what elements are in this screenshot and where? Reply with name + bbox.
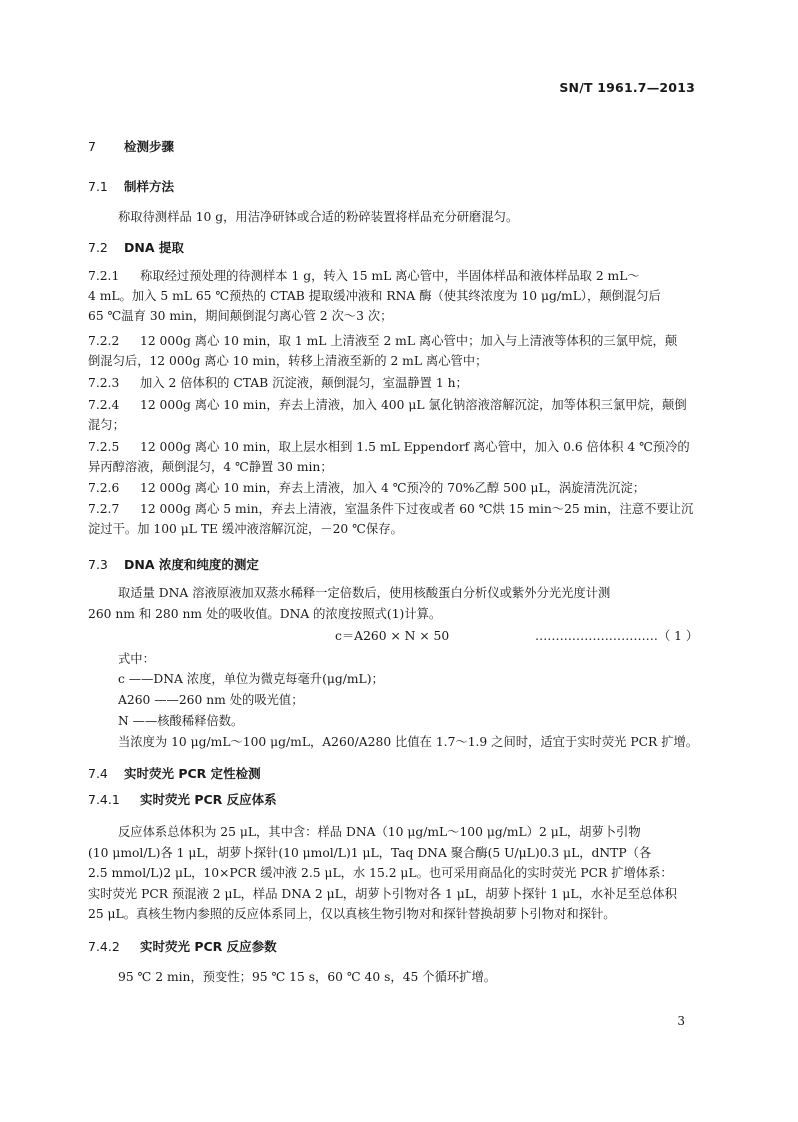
- step-line: 异丙醇溶液，颠倒混匀，4 ℃静置 30 min；: [88, 460, 333, 474]
- section-7-3-text: [88, 583, 700, 624]
- section-title: 制样方法: [124, 179, 175, 194]
- step-number: 7.2.1: [88, 269, 120, 283]
- section-7-2-heading: [88, 238, 184, 256]
- step-number: 7.2.7: [88, 502, 120, 516]
- step-7-2-5: [88, 437, 700, 477]
- section-number: 7.4.1: [88, 792, 120, 807]
- where-label: 式中：: [118, 652, 155, 666]
- section-7-3-heading: [88, 555, 259, 573]
- para-line: 2.5 mmol/L)2 μL，10×PCR 缓冲液 2.5 μL，水 15.2 μL。也可采用商品化的实时荧光 PCR 扩增体系：: [88, 866, 673, 881]
- step-line: 称取经过预处理的待测样本 1 g，转入 15 mL 离心管中，半固体样品和液体样品取 2 mL～: [140, 269, 640, 283]
- step-number: 7.2.4: [88, 398, 120, 412]
- section-number: 7.4.2: [88, 939, 120, 954]
- step-line: 12 000g 离心 10 min，弃去上清液，加入 400 μL 氯化钠溶液溶解沉淀，加等体积三氯甲烷，颠倒: [140, 398, 687, 412]
- step-line: 12 000g 离心 5 min，弃去上清液，室温条件下过夜或者 60 ℃烘 15 min～25 min，注意不要让沉: [140, 502, 694, 516]
- section-7-4-1-text: [88, 822, 700, 925]
- definition-c: c ——DNA 浓度，单位为微克每毫升(μg/mL)；: [118, 672, 384, 686]
- step-number: 7.2.5: [88, 440, 120, 454]
- page-number: 3: [677, 1014, 685, 1028]
- step-line: 65 ℃温育 30 min，期间颠倒混匀离心管 2 次～3 次；: [88, 309, 393, 323]
- step-line: 倒混匀后，12 000g 离心 10 min，转移上清液至新的 2 mL 离心管中；: [88, 354, 488, 368]
- definition-n: N ——核酸稀释倍数。: [118, 714, 244, 728]
- para-line: 25 μL。真核生物内参照的反应体系同上，仅以真核生物引物对和探针替换胡萝卜引物对和探针。: [88, 907, 616, 922]
- section-title: DNA 浓度和纯度的测定: [124, 557, 259, 572]
- section-number: 7.1: [88, 179, 108, 194]
- section-title: 实时荧光 PCR 定性检测: [124, 766, 261, 781]
- concentration-note: 当浓度为 10 μg/mL～100 μg/mL，A260/A280 比值在 1.7～1.9 之间时，适宜于实时荧光 PCR 扩增。: [118, 735, 699, 749]
- section-7-1-heading: [88, 177, 174, 195]
- section-7-4-2-heading: [88, 937, 277, 955]
- section-number: 7.2: [88, 240, 108, 255]
- step-number: 7.2.6: [88, 481, 120, 495]
- formula-1: c＝A260 × N × 50: [335, 629, 450, 643]
- formula-1-label: …………………………（ 1 ）: [535, 629, 699, 643]
- step-line: 12 000g 离心 10 min，取 1 mL 上清液至 2 mL 离心管中；加入与上清液等体积的三氯甲烷，颠: [140, 334, 678, 348]
- step-7-2-3: [88, 373, 700, 393]
- step-7-2-4: [88, 395, 700, 435]
- step-line: 4 mL。加入 5 mL 65 ℃预热的 CTAB 提取缓冲液和 RNA 酶（使其终浓度为 10 μg/mL），颠倒混匀后: [88, 289, 661, 303]
- step-number: 7.2.2: [88, 334, 120, 348]
- step-7-2-6: [88, 478, 700, 498]
- section-title: DNA 提取: [124, 240, 184, 255]
- section-7-4-2-text: 95 ℃ 2 min，预变性；95 ℃ 15 s，60 ℃ 40 s，45 个循环扩增。: [118, 970, 497, 984]
- step-7-2-2: [88, 331, 700, 371]
- para-line: 实时荧光 PCR 预混液 2 μL，样品 DNA 2 μL，胡萝卜引物对各 1 μL，胡萝卜探针 1 μL，水补足至总体积: [88, 886, 677, 901]
- section-7-1-text: 称取待测样品 10 g，用洁净研钵或合适的粉碎装置将样品充分研磨混匀。: [118, 210, 519, 224]
- para-line: 取适量 DNA 溶液原液加双蒸水稀释一定倍数后，使用核酸蛋白分析仪或紫外分光光度计测: [118, 586, 611, 600]
- section-number: 7.3: [88, 557, 108, 572]
- standard-number: SN/T 1961.7—2013: [559, 80, 695, 95]
- step-7-2-1: [88, 266, 700, 326]
- step-line: 加入 2 倍体积的 CTAB 沉淀液，颠倒混匀，室温静置 1 h；: [140, 376, 468, 390]
- step-number: 7.2.3: [88, 376, 120, 390]
- section-7-4-1-heading: [88, 790, 277, 808]
- section-title: 实时荧光 PCR 反应体系: [140, 792, 277, 807]
- section-number: 7: [88, 139, 96, 154]
- section-title: 检测步骤: [124, 139, 175, 154]
- section-title: 实时荧光 PCR 反应参数: [140, 939, 277, 954]
- para-line: (10 μmol/L)各 1 μL，胡萝卜探针(10 μmol/L)1 μL，Taq DNA 聚合酶(5 U/μL)0.3 μL，dNTP（各: [88, 845, 652, 860]
- section-number: 7.4: [88, 766, 108, 781]
- para-line: 260 nm 和 280 nm 处的吸收值。DNA 的浓度按照式(1)计算。: [88, 606, 442, 621]
- section-7-4-heading: [88, 764, 261, 782]
- definition-a260: A260 ——260 nm 处的吸光值；: [118, 693, 304, 707]
- step-7-2-7: [88, 499, 700, 539]
- step-line: 12 000g 离心 10 min，取上层水相到 1.5 mL Eppendorf 离心管中，加入 0.6 倍体积 4 ℃预冷的: [140, 440, 690, 454]
- para-line: 反应体系总体积为 25 μL，其中含：样品 DNA（10 μg/mL～100 μg/mL）2 μL，胡萝卜引物: [118, 825, 641, 839]
- section-7-heading: [88, 137, 174, 155]
- step-line: 混匀；: [88, 418, 125, 432]
- step-line: 12 000g 离心 10 min，弃去上清液，加入 4 ℃预冷的 70%乙醇 500 μL，涡旋清洗沉淀；: [140, 481, 645, 495]
- step-line: 淀过干。加 100 μL TE 缓冲液溶解沉淀，－20 ℃保存。: [88, 522, 403, 536]
